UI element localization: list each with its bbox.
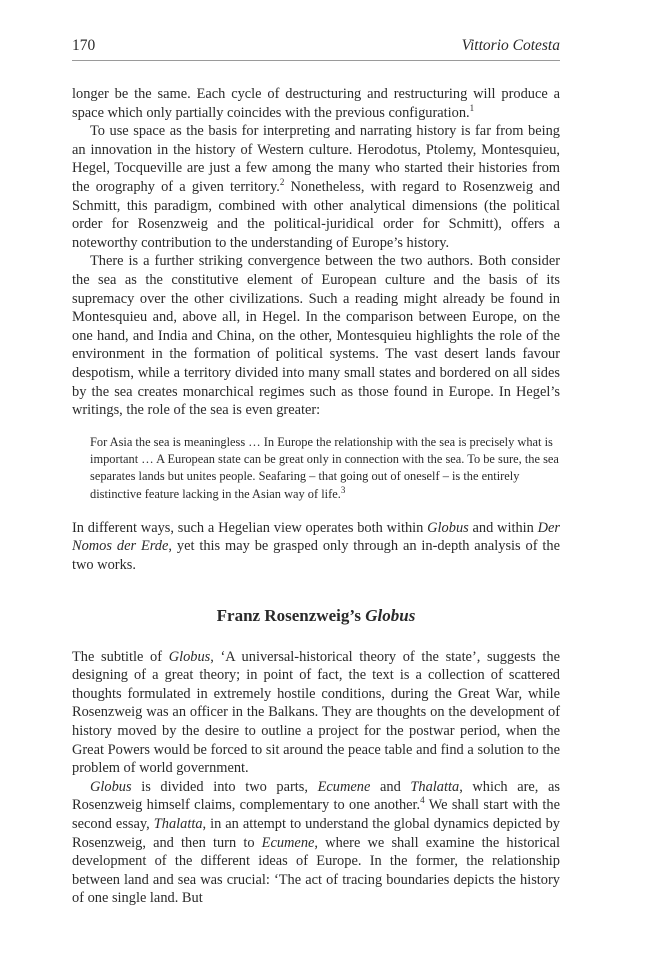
title-ecumene: Ecumene [261, 834, 315, 851]
paragraph-1-text: longer be the same. Each cycle of destructuring and restructuring will produce a space which only partially coincides with the previous configuration. [72, 86, 560, 121]
paragraph-6-text-b: and [370, 778, 411, 795]
paragraph-2-text-a: To use space as the basis for interpreting and narrating history is far from being an innovation in the history of Western culture. Herodotus, Ptolemy, Montesquieu, Hegel, Tocqueville are just a few among the many who started their histories from the orography of a given territory. [72, 123, 560, 195]
paragraph-6-text-c: , which are, as Rosenzweig himself claims, complementary to one another. [72, 778, 560, 814]
footnote-ref-3[interactable]: 3 [340, 484, 346, 495]
paragraph-5-text-a: The subtitle of [72, 648, 169, 665]
paragraph-4 [72, 519, 560, 575]
paragraph-5 [72, 648, 560, 778]
block-quote-text [90, 434, 560, 503]
running-header [72, 36, 560, 61]
body-text [72, 85, 560, 908]
quote-text: For Asia the sea is meaningless … In Europe the relationship with the sea is precisely what is important … A European state can be great only in connection with the sea. To be sure, the sea separates lands but unites people. Seafaring – that going out of oneself – is the entirely distinctive feature lacking in the Asian way of life. [90, 434, 559, 501]
paragraph-6-text-d: We shall start with the second essay, [72, 797, 560, 832]
paragraph-6-text-e: , in an attempt to understand the global dynamics depicted by Rosenzweig, and then turn to [72, 816, 560, 851]
page-number: 170 [72, 37, 96, 54]
paragraph-1 [72, 85, 560, 122]
title-globus: Globus [427, 519, 469, 536]
title-nomos: Der Nomos der Erde [72, 519, 560, 555]
title-globus: Globus [168, 648, 211, 665]
paragraph-5-text-b: , ‘A universal-historical theory of the state’, suggests the designing of a great theory; in point of fact, the text is a collection of scattered thoughts formulated in extremely hostile conditions, during the Great War, while Rosenzweig was an officer in the Balkans. They are thoughts on the development of history moved by the desire to outline a project for the postwar period, when the Great Powers would be forced to sit around the peace table and find a solution to the problem of world government. [72, 648, 560, 777]
title-ecumene: Ecumene [317, 778, 371, 795]
paragraph-4-text-c: , yet this may be grasped only through an in-depth analysis of the two works. [72, 538, 560, 574]
paragraph-3: There is a further striking convergence between the two authors. Both consider the sea as the constitutive element of European culture and the basis of its supremacy over the other civilizations. Such a reading might already be found in Montesquieu and, above all, in Hegel. In the comparison between Europe, on the one hand, and India and China, on the other, Montesquieu highlights the role of the environment in the formation of political systems. The vast desert lands favour despotism, while a territory divided into many small states and bordered on all sides by the sea creates monarchical regimes such as those found in Europe. In Hegel’s writings, the role of the sea is even greater: [72, 253, 560, 419]
paragraph-6-text-a: is divided into two parts, [131, 778, 318, 795]
footnote-ref-2[interactable]: 2 [279, 177, 285, 188]
section-heading [72, 605, 560, 627]
title-globus: Globus [90, 778, 132, 795]
section-heading-prefix: Franz Rosenzweig’s [216, 605, 366, 625]
paragraph-6-text-f: , where we shall examine the historical development of the different ideas of Europe. In the former, the relationship between land and sea was crucial: ‘The act of tracing boundaries depicts the history of one single land. But [72, 834, 560, 907]
footnote-ref-4[interactable]: 4 [420, 795, 425, 806]
block-quote [90, 434, 560, 503]
paragraph-2 [72, 122, 560, 252]
paragraph-2-text-b: Nonetheless, with regard to Rosenzweig and Schmitt, this paradigm, combined with other analytical dimensions (the political order for Rosenzweig and the political-juridical order for Schmitt), offers a noteworthy contribution to the understanding of Europe’s history. [72, 178, 560, 251]
paragraph-4-text-a: In different ways, such a Hegelian view operates both within [72, 519, 428, 536]
section-heading-italic: Globus [365, 605, 416, 625]
title-thalatta: Thalatta [410, 778, 460, 795]
paragraph-6 [72, 778, 560, 908]
page [72, 36, 560, 908]
paragraph-4-text-b: and within [468, 519, 538, 536]
footnote-ref-1[interactable]: 1 [469, 102, 475, 113]
running-author: Vittorio Cotesta [461, 37, 560, 54]
title-thalatta: Thalatta [153, 816, 203, 832]
